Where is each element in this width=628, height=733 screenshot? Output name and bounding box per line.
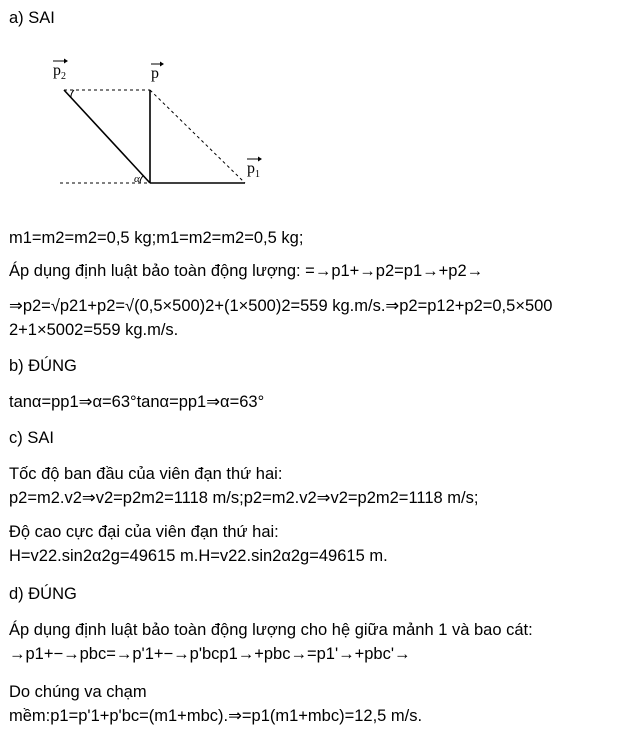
part-c-line-1: Tốc độ ban đầu của viên đạn thứ hai:	[9, 465, 283, 483]
p1-label-sub: 1	[255, 169, 260, 180]
part-d-line-1: Áp dụng định luật bảo toàn động lượng cho hệ giữa mảnh 1 và bao cát:	[9, 621, 533, 639]
part-c-line-4: H=v22.sin2α2g=49615 m.H=v22.sin2α2g=49615 m.	[9, 547, 388, 565]
p2-vector-line	[64, 90, 150, 183]
part-d-line-4: mềm:p1=p'1+p'bc=(m1+mbc).⇒=p1(m1+mbc)=12,5 m/s.	[9, 707, 423, 725]
part-d-line-3: Do chúng va chạm	[9, 683, 147, 701]
p-label: p	[151, 65, 159, 82]
part-b-heading: b) ĐÚNG	[9, 357, 77, 375]
part-c-heading: c) SAI	[9, 429, 54, 447]
part-a-line-1: m1=m2=m2=0,5 kg;m1=m2=m2=0,5 kg;	[9, 229, 304, 247]
parallelogram-dashed-side	[150, 90, 245, 183]
p2-label-sub: 2	[61, 71, 66, 82]
part-d-line-2: →p1+−→pbc=→p'1+−→p'bcp1→+pbc→=p1'→+pbc'→	[9, 645, 411, 663]
p1-label-arrow-head	[258, 157, 262, 162]
part-c-line-2: p2=m2.v2⇒v2=p2m2=1118 m/s;p2=m2.v2⇒v2=p2m2=1118 m/s;	[9, 489, 479, 507]
alpha-angle-arc	[140, 176, 143, 183]
part-b-line-1: tanα=pp1⇒α=63°tanα=pp1⇒α=63°	[9, 393, 265, 411]
part-d-heading: d) ĐÚNG	[9, 585, 77, 603]
top-angle-arc	[71, 90, 74, 98]
momentum-vector-diagram	[40, 58, 340, 193]
p2-label-arrow-head	[64, 59, 68, 64]
part-a-line-4: 2+1×5002=559 kg.m/s.	[9, 321, 179, 339]
p-label-arrow-head	[160, 62, 164, 67]
p2-label: p	[53, 62, 61, 79]
part-a-heading: a) SAI	[9, 9, 55, 27]
p1-label: p	[247, 160, 255, 177]
alpha-label: α	[134, 173, 140, 185]
part-a-line-2: Áp dụng định luật bảo toàn động lượng: =→p1+→p2=p1→+p2→	[9, 262, 484, 280]
part-a-line-3: ⇒p2=√p21+p2=√(0,5×500)2+(1×500)2=559 kg.m/s.⇒p2=p12+p2=0,5×500	[9, 297, 553, 315]
part-c-line-3: Độ cao cực đại của viên đạn thứ hai:	[9, 523, 279, 541]
